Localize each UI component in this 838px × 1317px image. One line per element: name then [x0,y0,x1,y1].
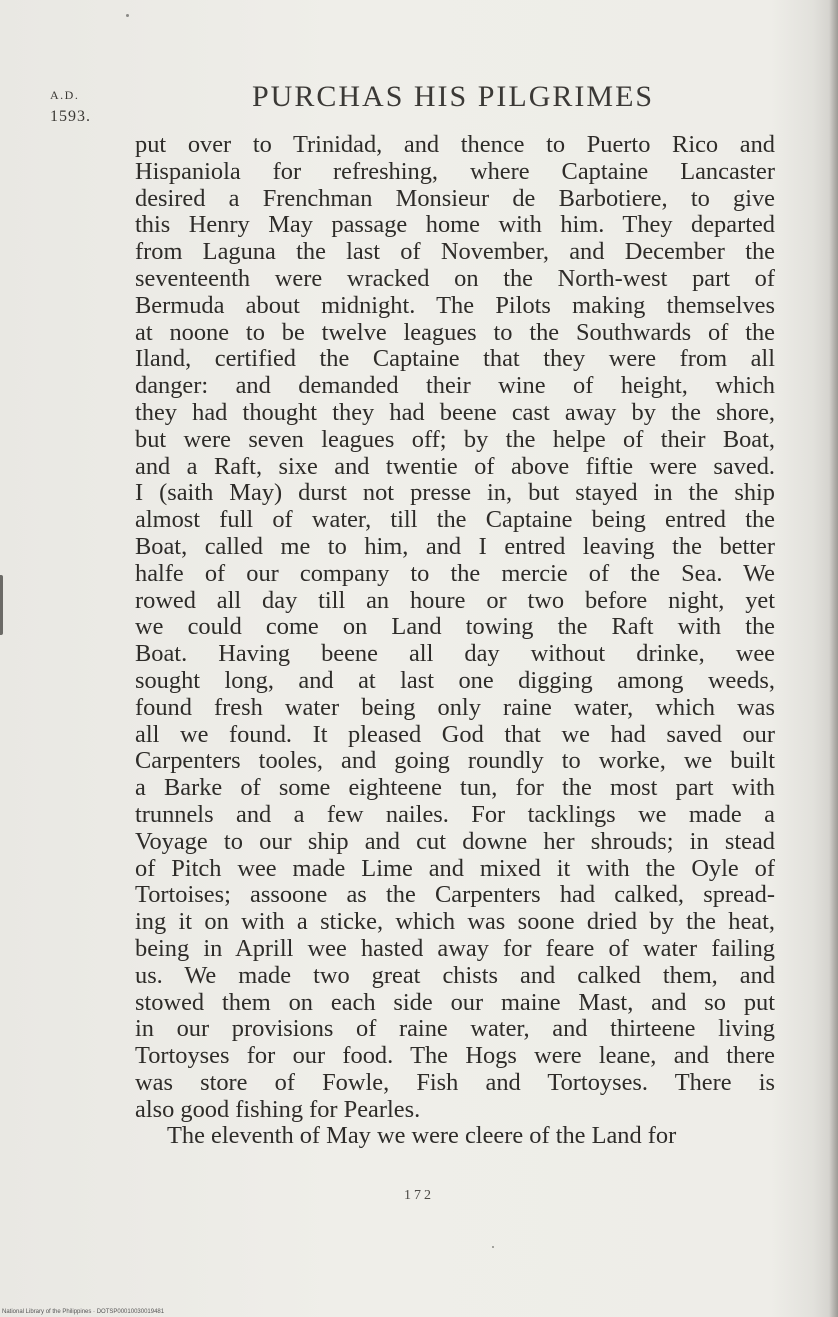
text-line: found fresh water being only raine water, which was [135,693,775,721]
text-line: trunnels and a few nailes. For tacklings we made a [135,800,775,828]
margin-year: 1593. [50,108,91,125]
text-line: Voyage to our ship and cut downe her shrouds; in stead [135,827,775,855]
text-line: us. We made two great chists and calked them, and [135,961,775,989]
text-line: The eleventh of May we were cleere of the Land for [167,1122,677,1150]
page-number: 172 [404,1188,434,1203]
text-line: Boat, called me to him, and I entred leaving the better [135,532,775,560]
text-line: Hispaniola for refreshing, where Captaine Lancaster [135,157,775,185]
text-line: a Barke of some eighteene tun, for the most part with [135,774,775,802]
text-line: all we found. It pleased God that we had saved our [135,720,775,748]
footer-credit: National Library of the Philippines · DOTSP00010030019481 [2,1309,165,1315]
text-line: Tortoyses for our food. The Hogs were leane, and there [135,1042,775,1070]
text-line: we could come on Land towing the Raft with the [135,613,775,641]
text-line: Boat. Having beene all day without drinke, wee [135,640,775,668]
text-line: they had thought they had beene cast away by the shore, [135,398,775,426]
text-line: Iland, certified the Captaine that they were from all [135,345,775,373]
text-line: being in Aprill wee hasted away for feare of water failing [135,934,775,962]
text-line: I (saith May) durst not presse in, but stayed in the ship [135,479,775,507]
text-line: rowed all day till an houre or two before night, yet [135,586,775,614]
text-line: Tortoises; assoone as the Carpenters had calked, spread- [135,881,775,909]
text-line: almost full of water, till the Captaine being entred the [135,506,775,534]
body-text [135,132,775,1150]
text-line: seventeenth were wracked on the North-west part of [135,264,775,292]
page-gutter-shadow [829,0,838,1317]
paper-speck [492,1246,494,1248]
margin-era: A.D. [50,88,80,102]
text-line: in our provisions of raine water, and thirteene living [135,1015,775,1043]
text-line: but were seven leagues off; by the helpe of their Boat, [135,425,775,453]
text-line: this Henry May passage home with him. They departed [135,211,775,239]
text-line: ing it on with a sticke, which was soone dried by the heat, [135,908,775,936]
text-line: and a Raft, sixe and twentie of above fiftie were saved. [135,452,775,480]
text-line: also good fishing for Pearles. [135,1095,421,1123]
text-line: was store of Fowle, Fish and Tortoyses. There is [135,1068,775,1096]
text-line: danger: and demanded their wine of height, which [135,372,775,400]
text-line: at noone to be twelve leagues to the Southwards of the [135,318,775,346]
text-line: from Laguna the last of November, and December the [135,238,775,266]
text-line: Bermuda about midnight. The Pilots making themselves [135,291,775,319]
text-line: sought long, and at last one digging among weeds, [135,666,775,694]
text-line: of Pitch wee made Lime and mixed it with the Oyle of [135,854,775,882]
text-line: halfe of our company to the mercie of the Sea. We [135,559,775,587]
running-head: PURCHAS HIS PILGRIMES [252,80,655,113]
text-line: desired a Frenchman Monsieur de Barbotiere, to give [135,184,775,212]
paper-speck [126,14,129,17]
text-line: Carpenters tooles, and going roundly to worke, we built [135,747,775,775]
text-line: stowed them on each side our maine Mast, and so put [135,988,775,1016]
margin-date-note [50,84,91,128]
text-line: put over to Trinidad, and thence to Puerto Rico and [135,131,775,158]
page-edge-mark [0,575,3,635]
